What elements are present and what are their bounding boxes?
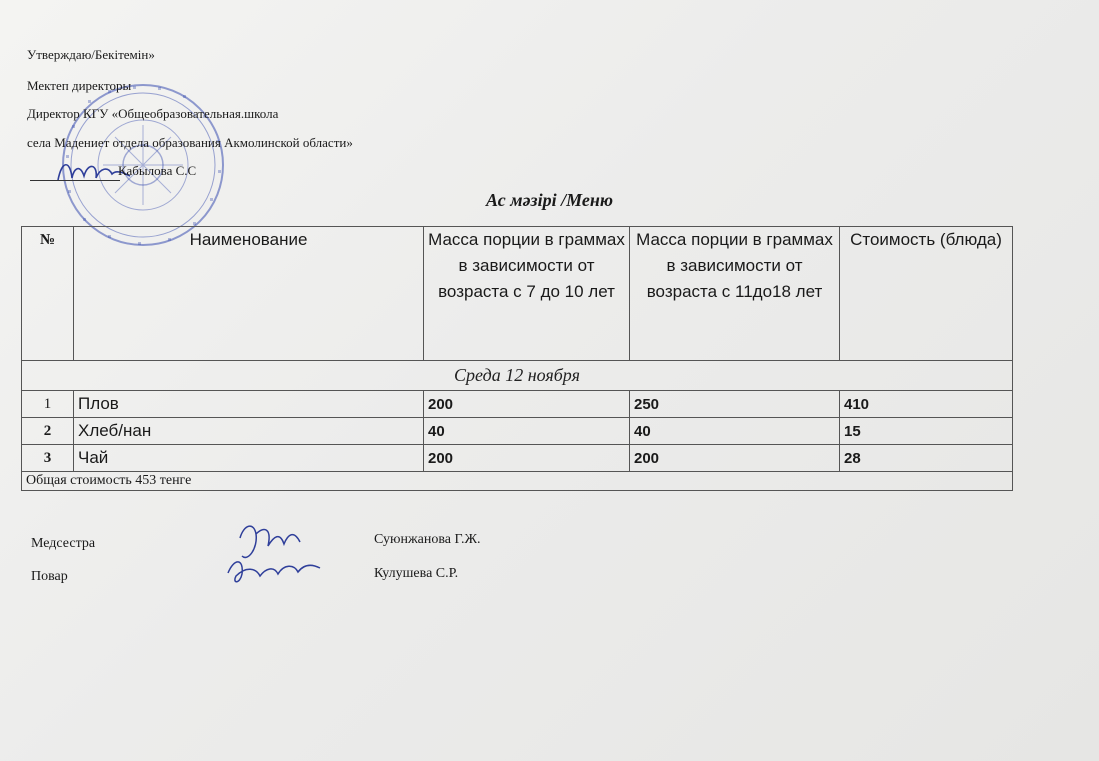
table-row — [22, 418, 1013, 445]
row-number: 2 — [22, 418, 74, 445]
nurse-name: Суюнжанова Г.Ж. — [374, 532, 481, 547]
header-number: № — [22, 227, 74, 361]
total-cost: Общая стоимость 453 тенге — [22, 472, 1013, 491]
dish-cost: 410 — [840, 391, 1013, 418]
header-mass-7-10: Масса порции в граммах в зависимости от возраста с 7 до 10 лет — [424, 227, 630, 361]
table-row — [22, 445, 1013, 472]
day-row — [22, 361, 1013, 391]
director-title-kz: Мектеп директоры — [27, 78, 132, 93]
staff-signatures — [220, 518, 335, 593]
header-mass-11-18: Масса порции в граммах в зависимости от возраста с 11до18 лет — [630, 227, 840, 361]
director-name: Кабылова С.С — [118, 163, 197, 178]
header-name: Наименование — [74, 227, 424, 361]
mass-11-18: 200 — [630, 445, 840, 472]
row-number: 1 — [22, 391, 74, 418]
dish-name: Плов — [74, 391, 424, 418]
dish-name: Хлеб/нан — [74, 418, 424, 445]
mass-11-18: 250 — [630, 391, 840, 418]
approval-line: Утверждаю/Бекітемін» — [27, 47, 155, 62]
table-row — [22, 391, 1013, 418]
nurse-role: Медсестра — [31, 536, 96, 551]
row-number: 3 — [22, 445, 74, 472]
mass-7-10: 40 — [424, 418, 630, 445]
page-title: Ас мәзірі /Меню — [486, 190, 613, 210]
total-row — [22, 472, 1013, 491]
mass-7-10: 200 — [424, 445, 630, 472]
menu-table — [21, 226, 1013, 491]
dish-name: Чай — [74, 445, 424, 472]
mass-11-18: 40 — [630, 418, 840, 445]
table-header-row — [22, 227, 1013, 361]
director-title-ru: Директор КГУ «Общеобразовательная.школа — [27, 106, 279, 121]
dish-cost: 15 — [840, 418, 1013, 445]
school-location: села Мадениет отдела образования Акмолинской области» — [27, 135, 353, 150]
header-cost: Стоимость (блюда) — [840, 227, 1013, 361]
dish-cost: 28 — [840, 445, 1013, 472]
mass-7-10: 200 — [424, 391, 630, 418]
cook-role: Повар — [31, 569, 68, 584]
day-label: Среда 12 ноября — [22, 361, 1013, 391]
cook-name: Кулушева С.Р. — [374, 566, 459, 581]
